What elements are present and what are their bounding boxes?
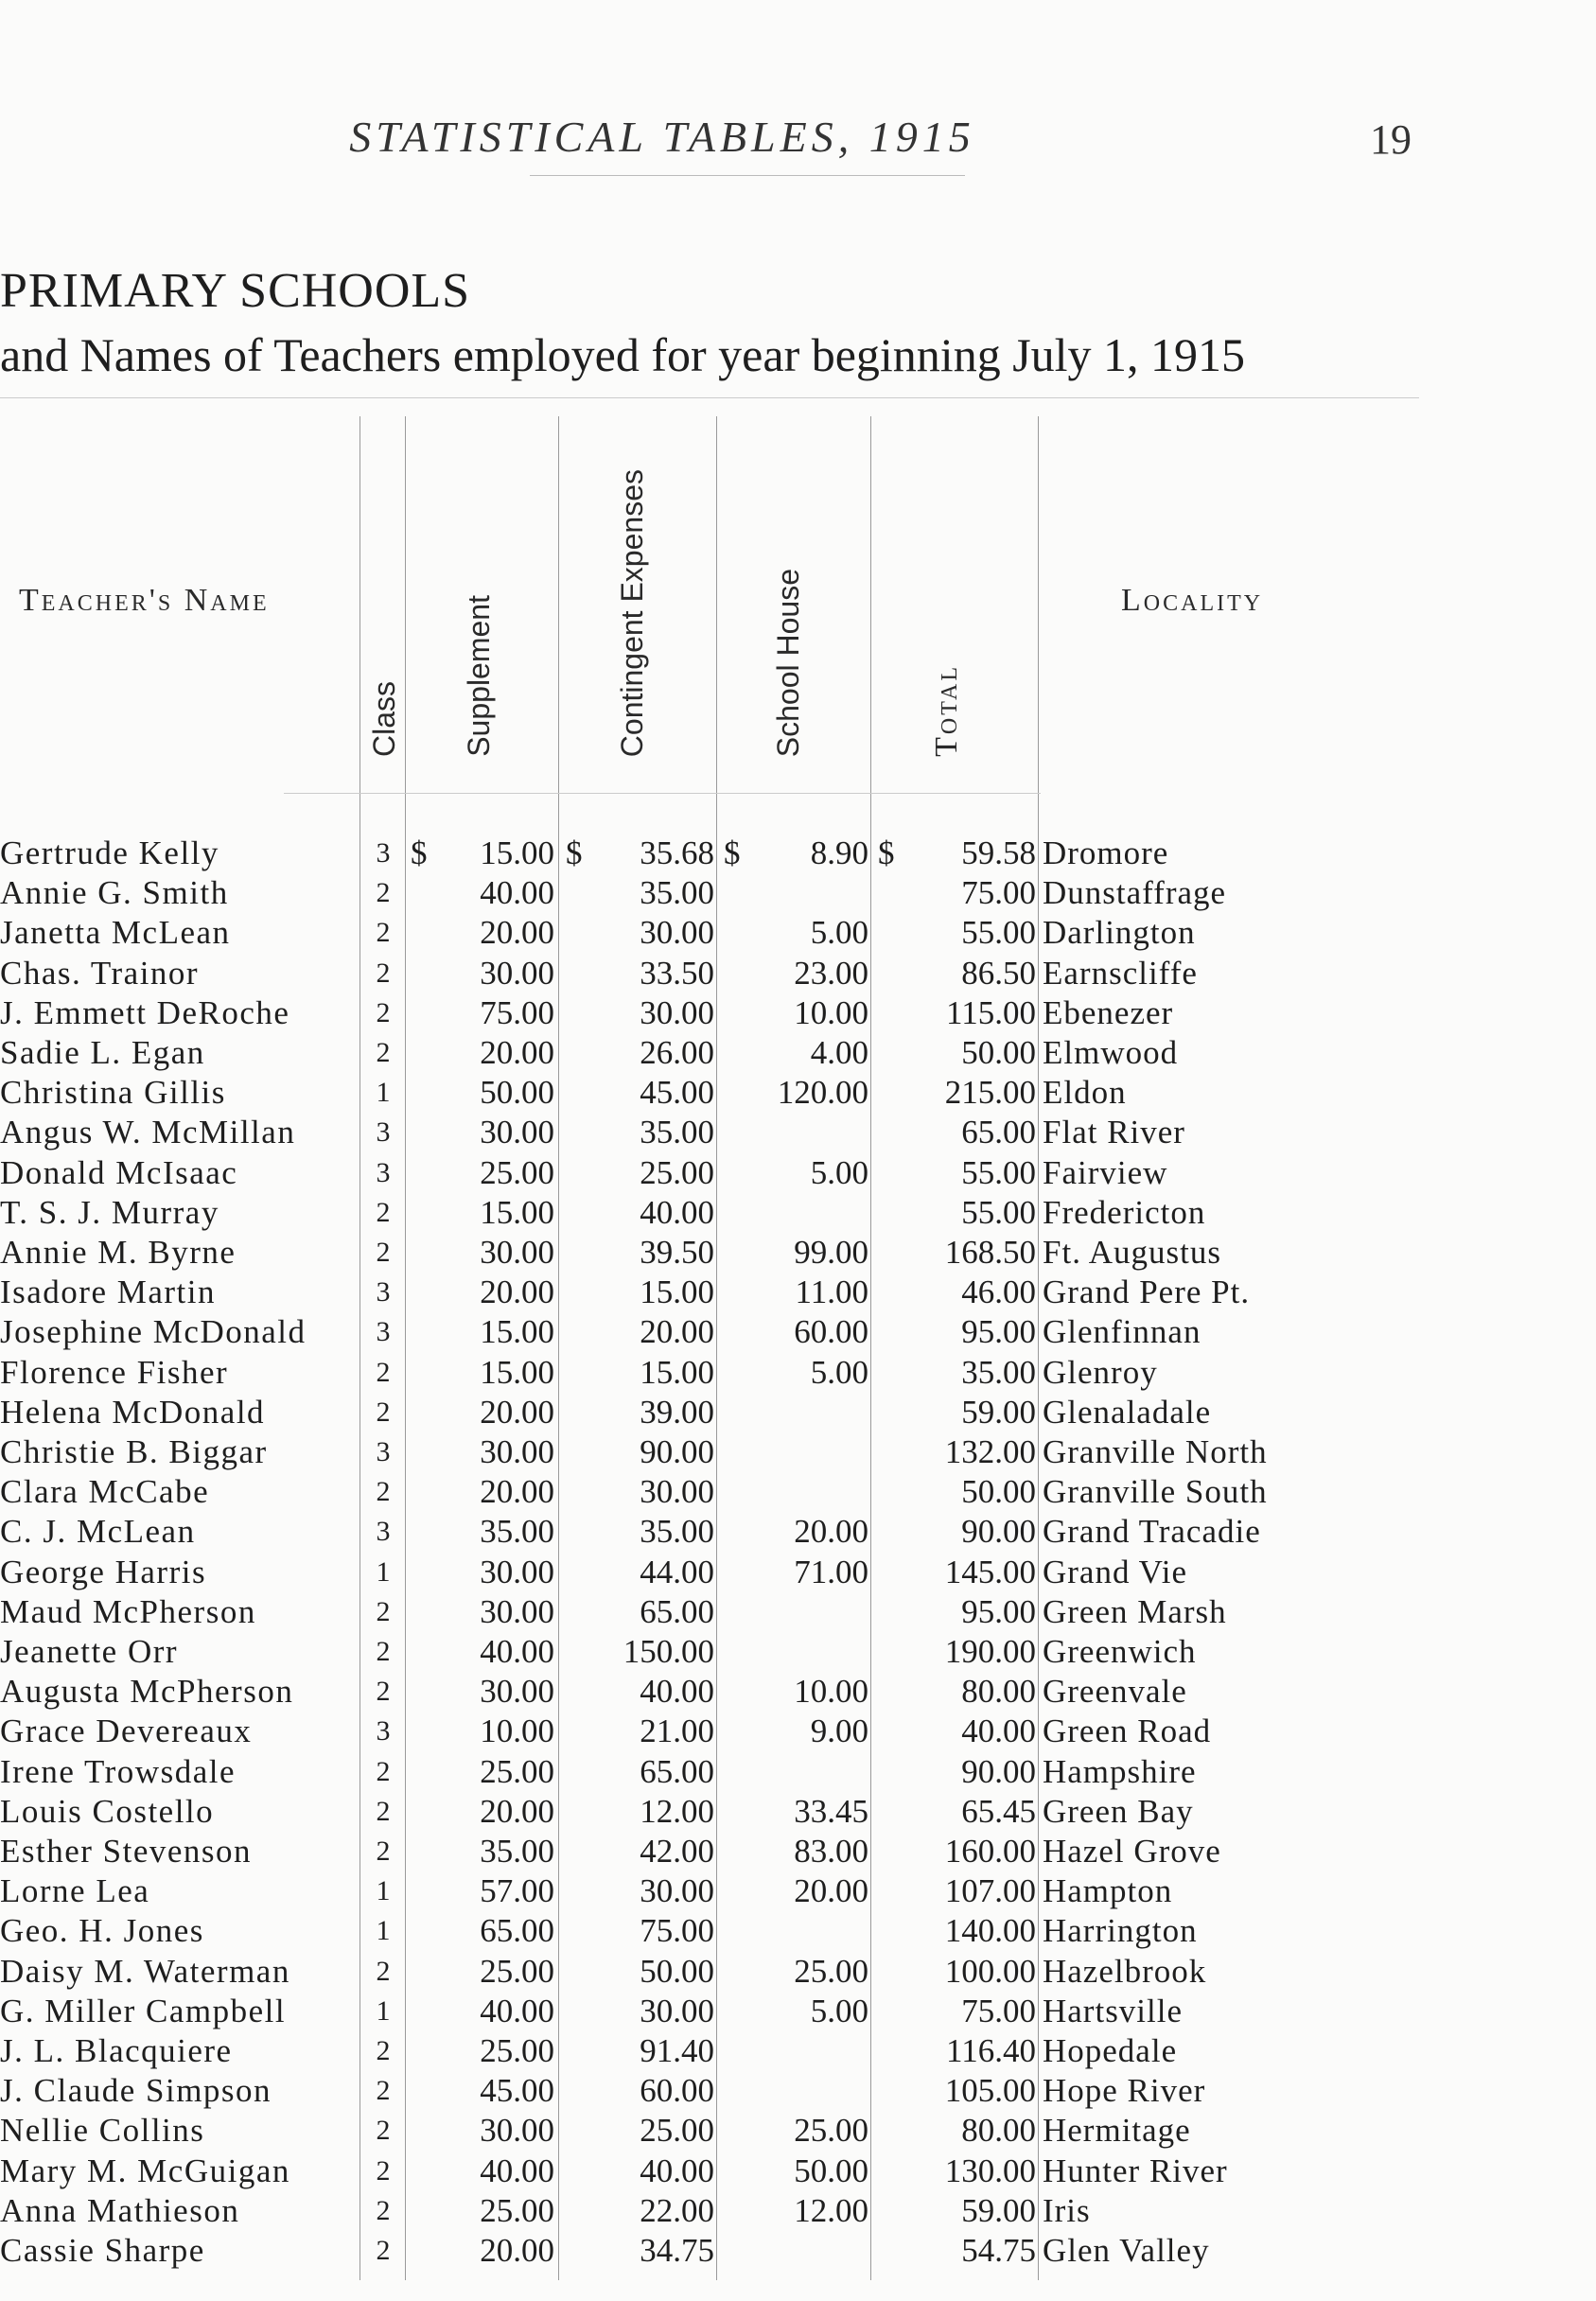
class-cell: 2 <box>376 997 391 1028</box>
head-rule <box>530 175 965 176</box>
header-supplement: Supplement <box>462 595 496 757</box>
class-cell: 2 <box>376 1836 391 1867</box>
table-subtitle: and Names of Teachers employed for year beginning July 1, 1915 <box>0 328 1246 381</box>
teacher-name: Christina Gillis <box>0 1074 226 1111</box>
total-cell: 190.00 <box>944 1633 1036 1670</box>
school-house-cell: 5.00 <box>810 914 868 951</box>
school-house-cell: 12.00 <box>794 2192 868 2229</box>
teacher-name: Nellie Collins <box>0 2112 205 2149</box>
supplement-cell: 30.00 <box>480 2112 554 2149</box>
locality-cell: Glen Valley <box>1043 2232 1210 2269</box>
dollar-sign: $ <box>724 834 741 871</box>
contingent-cell: 75.00 <box>640 1912 714 1949</box>
total-cell: 40.00 <box>961 1713 1036 1749</box>
total-cell: 160.00 <box>944 1833 1036 1870</box>
locality-cell: Fredericton <box>1043 1194 1206 1231</box>
school-house-cell: 71.00 <box>794 1554 868 1590</box>
total-cell: 55.00 <box>961 1194 1036 1231</box>
contingent-cell: 44.00 <box>640 1554 714 1590</box>
class-cell: 2 <box>376 877 391 908</box>
teacher-name: Chas. Trainor <box>0 955 200 992</box>
contingent-cell: 42.00 <box>640 1833 714 1870</box>
running-head: STATISTICAL TABLES, 1915 <box>349 113 975 161</box>
total-cell: 80.00 <box>961 2112 1036 2149</box>
contingent-cell: 40.00 <box>640 1673 714 1710</box>
locality-cell: Dunstaffrage <box>1043 874 1227 911</box>
column-rule <box>870 416 871 2280</box>
teacher-name: Florence Fisher <box>0 1354 229 1391</box>
contingent-cell: 45.00 <box>640 1074 714 1111</box>
teacher-name: Irene Trowsdale <box>0 1753 236 1790</box>
class-cell: 3 <box>376 1516 391 1547</box>
class-cell: 2 <box>376 1197 391 1228</box>
teacher-name: J. Emmett DeRoche <box>0 994 290 1031</box>
supplement-cell: 30.00 <box>480 1114 554 1150</box>
total-cell: 215.00 <box>944 1074 1036 1111</box>
supplement-cell: 57.00 <box>480 1872 554 1909</box>
locality-cell: Hampton <box>1043 1872 1173 1909</box>
locality-cell: Flat River <box>1043 1114 1185 1150</box>
contingent-cell: 25.00 <box>640 1154 714 1191</box>
class-cell: 2 <box>376 1796 391 1827</box>
supplement-cell: 65.00 <box>480 1912 554 1949</box>
total-cell: 116.40 <box>946 2032 1036 2069</box>
total-cell: 35.00 <box>961 1354 1036 1391</box>
supplement-cell: 20.00 <box>480 1793 554 1830</box>
total-cell: 95.00 <box>961 1313 1036 1350</box>
class-cell: 2 <box>376 2115 391 2146</box>
total-cell: 75.00 <box>961 1993 1036 2029</box>
supplement-cell: 20.00 <box>480 1273 554 1310</box>
locality-cell: Green Bay <box>1043 1793 1194 1830</box>
total-cell: 107.00 <box>944 1872 1036 1909</box>
locality-cell: Grand Tracadie <box>1043 1513 1261 1550</box>
total-cell: 59.00 <box>961 1394 1036 1431</box>
contingent-cell: 25.00 <box>640 2112 714 2149</box>
teacher-name: Maud McPherson <box>0 1593 256 1630</box>
contingent-cell: 30.00 <box>640 1872 714 1909</box>
total-cell: 100.00 <box>944 1953 1036 1990</box>
column-rule <box>1038 416 1039 2280</box>
supplement-cell: 25.00 <box>480 1154 554 1191</box>
teacher-name: Daisy M. Waterman <box>0 1953 290 1990</box>
header-school-house: School House <box>771 568 805 757</box>
class-cell: 2 <box>376 1596 391 1627</box>
locality-cell: Ft. Augustus <box>1043 1234 1221 1271</box>
class-cell: 3 <box>376 1276 391 1308</box>
contingent-cell: 12.00 <box>640 1793 714 1830</box>
school-house-cell: 33.45 <box>794 1793 868 1830</box>
school-house-cell: 25.00 <box>794 1953 868 1990</box>
supplement-cell: 30.00 <box>480 1673 554 1710</box>
header-teachers-name: Teacher's Name <box>19 583 270 618</box>
class-cell: 2 <box>376 2155 391 2187</box>
class-cell: 3 <box>376 1715 391 1747</box>
contingent-cell: 15.00 <box>640 1354 714 1391</box>
contingent-cell: 30.00 <box>640 1993 714 2029</box>
contingent-cell: 39.50 <box>640 1234 714 1271</box>
class-cell: 1 <box>376 1077 391 1108</box>
contingent-cell: 50.00 <box>640 1953 714 1990</box>
total-cell: 90.00 <box>961 1513 1036 1550</box>
class-cell: 3 <box>376 837 391 869</box>
contingent-cell: 33.50 <box>640 955 714 992</box>
total-cell: 105.00 <box>944 2072 1036 2109</box>
total-cell: 59.00 <box>961 2192 1036 2229</box>
teacher-name: Josephine McDonald <box>0 1313 307 1350</box>
school-house-cell: 5.00 <box>810 1154 868 1191</box>
teacher-name: Jeanette Orr <box>0 1633 179 1670</box>
locality-cell: Fairview <box>1043 1154 1168 1191</box>
teacher-name: Augusta McPherson <box>0 1673 294 1710</box>
school-house-cell: 83.00 <box>794 1833 868 1870</box>
total-cell: 65.00 <box>961 1114 1036 1150</box>
supplement-cell: 30.00 <box>480 955 554 992</box>
teacher-name: Helena McDonald <box>0 1394 266 1431</box>
contingent-cell: 20.00 <box>640 1313 714 1350</box>
school-house-cell <box>719 1113 868 1152</box>
contingent-cell: 21.00 <box>640 1713 714 1749</box>
supplement-cell: 35.00 <box>480 1513 554 1550</box>
supplement-cell: 25.00 <box>480 2032 554 2069</box>
school-house-cell: 4.00 <box>810 1034 868 1071</box>
locality-cell: Green Road <box>1043 1713 1212 1749</box>
teacher-name: Cassie Sharpe <box>0 2232 205 2269</box>
contingent-cell: 35.00 <box>640 874 714 911</box>
locality-cell: Greenwich <box>1043 1633 1197 1670</box>
locality-cell: Harrington <box>1043 1912 1198 1949</box>
total-cell: 90.00 <box>961 1753 1036 1790</box>
school-house-cell: 99.00 <box>794 1234 868 1271</box>
subtitle-rule <box>0 397 1419 398</box>
school-house-cell <box>719 2231 868 2271</box>
supplement-cell: 40.00 <box>480 874 554 911</box>
school-house-cell <box>719 1472 868 1512</box>
contingent-cell: 35.00 <box>640 1114 714 1150</box>
teacher-name: J. L. Blacquiere <box>0 2032 233 2069</box>
supplement-cell: 20.00 <box>480 1394 554 1431</box>
locality-cell: Dromore <box>1043 834 1169 871</box>
teacher-name: Geo. H. Jones <box>0 1912 204 1949</box>
supplement-cell: 40.00 <box>480 1993 554 2029</box>
school-house-cell: 60.00 <box>794 1313 868 1350</box>
contingent-cell: 40.00 <box>640 1194 714 1231</box>
supplement-cell: 15.00 <box>480 834 554 871</box>
teacher-name: Annie M. Byrne <box>0 1234 237 1271</box>
locality-cell: Iris <box>1043 2192 1091 2229</box>
supplement-cell: 30.00 <box>480 1234 554 1271</box>
locality-cell: Hazelbrook <box>1043 1953 1207 1990</box>
total-cell: 54.75 <box>961 2232 1036 2269</box>
locality-cell: Grand Pere Pt. <box>1043 1273 1251 1310</box>
class-cell: 2 <box>376 957 391 989</box>
total-cell: 65.45 <box>961 1793 1036 1830</box>
dollar-sign: $ <box>411 834 428 871</box>
teacher-name: Louis Costello <box>0 1793 215 1830</box>
locality-cell: Hope River <box>1043 2072 1206 2109</box>
school-house-cell: 8.90 <box>810 834 868 871</box>
school-house-cell <box>719 1911 868 1951</box>
supplement-cell: 25.00 <box>480 2192 554 2229</box>
teacher-name: George Harris <box>0 1554 207 1590</box>
locality-cell: Grand Vie <box>1043 1554 1188 1590</box>
class-cell: 3 <box>376 1157 391 1188</box>
dollar-sign: $ <box>566 834 583 871</box>
supplement-cell: 20.00 <box>480 1473 554 1510</box>
supplement-cell: 10.00 <box>480 1713 554 1749</box>
locality-cell: Hampshire <box>1043 1753 1197 1790</box>
supplement-cell: 40.00 <box>480 1633 554 1670</box>
class-cell: 3 <box>376 1116 391 1148</box>
class-cell: 1 <box>376 1915 391 1946</box>
contingent-cell: 39.00 <box>640 1394 714 1431</box>
teacher-name: Annie G. Smith <box>0 874 229 911</box>
teacher-name: Donald McIsaac <box>0 1154 238 1191</box>
school-house-cell: 23.00 <box>794 955 868 992</box>
locality-cell: Elmwood <box>1043 1034 1179 1071</box>
contingent-cell: 26.00 <box>640 1034 714 1071</box>
class-cell: 2 <box>376 2035 391 2066</box>
contingent-cell: 90.00 <box>640 1433 714 1470</box>
school-house-cell <box>719 2071 868 2111</box>
supplement-cell: 25.00 <box>480 1953 554 1990</box>
school-house-cell: 9.00 <box>810 1713 868 1749</box>
teacher-name: C. J. McLean <box>0 1513 196 1550</box>
column-rule <box>716 416 717 2280</box>
total-cell: 132.00 <box>944 1433 1036 1470</box>
supplement-cell: 30.00 <box>480 1433 554 1470</box>
header-locality: Locality <box>1121 583 1264 618</box>
locality-cell: Glenfinnan <box>1043 1313 1201 1350</box>
supplement-cell: 30.00 <box>480 1593 554 1630</box>
teacher-name: Grace Devereaux <box>0 1713 253 1749</box>
header-contingent-expenses: Contingent Expenses <box>615 468 649 757</box>
dollar-sign: $ <box>878 834 895 871</box>
table-title: PRIMARY SCHOOLS <box>0 264 471 318</box>
supplement-cell: 15.00 <box>480 1313 554 1350</box>
contingent-cell: 91.40 <box>640 2032 714 2069</box>
class-cell: 3 <box>376 1436 391 1467</box>
teacher-name: Anna Mathieson <box>0 2192 240 2229</box>
teacher-name: Christie B. Biggar <box>0 1433 268 1470</box>
class-cell: 1 <box>376 1556 391 1588</box>
class-cell: 1 <box>376 1875 391 1906</box>
class-cell: 2 <box>376 1636 391 1667</box>
teacher-name: Lorne Lea <box>0 1872 150 1909</box>
header-rule <box>284 793 1041 794</box>
total-cell: 140.00 <box>944 1912 1036 1949</box>
class-cell: 2 <box>376 2075 391 2106</box>
class-cell: 2 <box>376 2195 391 2226</box>
locality-cell: Hazel Grove <box>1043 1833 1221 1870</box>
total-cell: 95.00 <box>961 1593 1036 1630</box>
school-house-cell <box>719 1432 868 1472</box>
supplement-cell: 20.00 <box>480 2232 554 2269</box>
total-cell: 75.00 <box>961 874 1036 911</box>
supplement-cell: 15.00 <box>480 1194 554 1231</box>
class-cell: 2 <box>376 2235 391 2266</box>
locality-cell: Glenaladale <box>1043 1394 1212 1431</box>
total-cell: 59.58 <box>961 834 1036 871</box>
contingent-cell: 30.00 <box>640 1473 714 1510</box>
locality-cell: Earnscliffe <box>1043 955 1198 992</box>
supplement-cell: 20.00 <box>480 914 554 951</box>
contingent-cell: 150.00 <box>623 1633 714 1670</box>
school-house-cell: 25.00 <box>794 2112 868 2149</box>
teacher-name: Sadie L. Egan <box>0 1034 205 1071</box>
locality-cell: Granville South <box>1043 1473 1268 1510</box>
class-cell: 2 <box>376 1756 391 1787</box>
school-house-cell <box>719 2031 868 2071</box>
locality-cell: Hunter River <box>1043 2152 1228 2189</box>
school-house-cell: 5.00 <box>810 1354 868 1391</box>
contingent-cell: 65.00 <box>640 1593 714 1630</box>
locality-cell: Hermitage <box>1043 2112 1191 2149</box>
teacher-name: Janetta McLean <box>0 914 231 951</box>
supplement-cell: 40.00 <box>480 2152 554 2189</box>
total-cell: 50.00 <box>961 1034 1036 1071</box>
school-house-cell <box>719 1752 868 1792</box>
locality-cell: Greenvale <box>1043 1673 1187 1710</box>
contingent-cell: 35.00 <box>640 1513 714 1550</box>
total-cell: 55.00 <box>961 1154 1036 1191</box>
contingent-cell: 40.00 <box>640 2152 714 2189</box>
class-cell: 2 <box>376 917 391 948</box>
locality-cell: Hartsville <box>1043 1993 1184 2029</box>
total-cell: 46.00 <box>961 1273 1036 1310</box>
class-cell: 3 <box>376 1316 391 1347</box>
school-house-cell: 20.00 <box>794 1513 868 1550</box>
teacher-name: T. S. J. Murray <box>0 1194 219 1231</box>
supplement-cell: 45.00 <box>480 2072 554 2109</box>
class-cell: 1 <box>376 1995 391 2027</box>
teacher-name: Angus W. McMillan <box>0 1114 296 1150</box>
school-house-cell: 20.00 <box>794 1872 868 1909</box>
school-house-cell: 120.00 <box>777 1074 868 1111</box>
total-cell: 145.00 <box>944 1554 1036 1590</box>
school-house-cell <box>719 873 868 913</box>
teacher-name: Clara McCabe <box>0 1473 210 1510</box>
page-number: 19 <box>1370 116 1412 163</box>
supplement-cell: 15.00 <box>480 1354 554 1391</box>
locality-cell: Eldon <box>1043 1074 1127 1111</box>
school-house-cell <box>719 1193 868 1233</box>
locality-cell: Granville North <box>1043 1433 1268 1470</box>
teacher-name: Mary M. McGuigan <box>0 2152 290 2189</box>
class-cell: 2 <box>376 1357 391 1388</box>
locality-cell: Hopedale <box>1043 2032 1178 2069</box>
school-house-cell: 10.00 <box>794 1673 868 1710</box>
total-cell: 80.00 <box>961 1673 1036 1710</box>
locality-cell: Green Marsh <box>1043 1593 1227 1630</box>
total-cell: 55.00 <box>961 914 1036 951</box>
teacher-name: Gertrude Kelly <box>0 834 219 871</box>
school-house-cell: 10.00 <box>794 994 868 1031</box>
school-house-cell <box>719 1592 868 1632</box>
school-house-cell: 50.00 <box>794 2152 868 2189</box>
contingent-cell: 34.75 <box>640 2232 714 2269</box>
supplement-cell: 25.00 <box>480 1753 554 1790</box>
contingent-cell: 30.00 <box>640 994 714 1031</box>
header-total: Total <box>929 664 964 757</box>
contingent-cell: 15.00 <box>640 1273 714 1310</box>
contingent-cell: 30.00 <box>640 914 714 951</box>
teacher-name: Isadore Martin <box>0 1273 217 1310</box>
contingent-cell: 35.68 <box>640 834 714 871</box>
class-cell: 2 <box>376 1396 391 1428</box>
class-cell: 2 <box>376 1037 391 1068</box>
supplement-cell: 50.00 <box>480 1074 554 1111</box>
contingent-cell: 22.00 <box>640 2192 714 2229</box>
locality-cell: Glenroy <box>1043 1354 1158 1391</box>
locality-cell: Ebenezer <box>1043 994 1174 1031</box>
school-house-cell <box>719 1632 868 1672</box>
school-house-cell: 5.00 <box>810 1993 868 2029</box>
supplement-cell: 35.00 <box>480 1833 554 1870</box>
class-cell: 2 <box>376 1476 391 1507</box>
class-cell: 2 <box>376 1956 391 1987</box>
school-house-cell: 11.00 <box>795 1273 868 1310</box>
total-cell: 50.00 <box>961 1473 1036 1510</box>
teacher-name: G. Miller Campbell <box>0 1993 287 2029</box>
class-cell: 2 <box>376 1676 391 1707</box>
contingent-cell: 60.00 <box>640 2072 714 2109</box>
supplement-cell: 20.00 <box>480 1034 554 1071</box>
total-cell: 168.50 <box>944 1234 1036 1271</box>
total-cell: 86.50 <box>961 955 1036 992</box>
header-class: Class <box>367 680 401 757</box>
total-cell: 130.00 <box>944 2152 1036 2189</box>
total-cell: 115.00 <box>946 994 1036 1031</box>
school-house-cell <box>719 1393 868 1432</box>
supplement-cell: 30.00 <box>480 1554 554 1590</box>
class-cell: 2 <box>376 1237 391 1268</box>
supplement-cell: 75.00 <box>480 994 554 1031</box>
teacher-name: Esther Stevenson <box>0 1833 253 1870</box>
contingent-cell: 65.00 <box>640 1753 714 1790</box>
teacher-name: J. Claude Simpson <box>0 2072 272 2109</box>
locality-cell: Darlington <box>1043 914 1196 951</box>
